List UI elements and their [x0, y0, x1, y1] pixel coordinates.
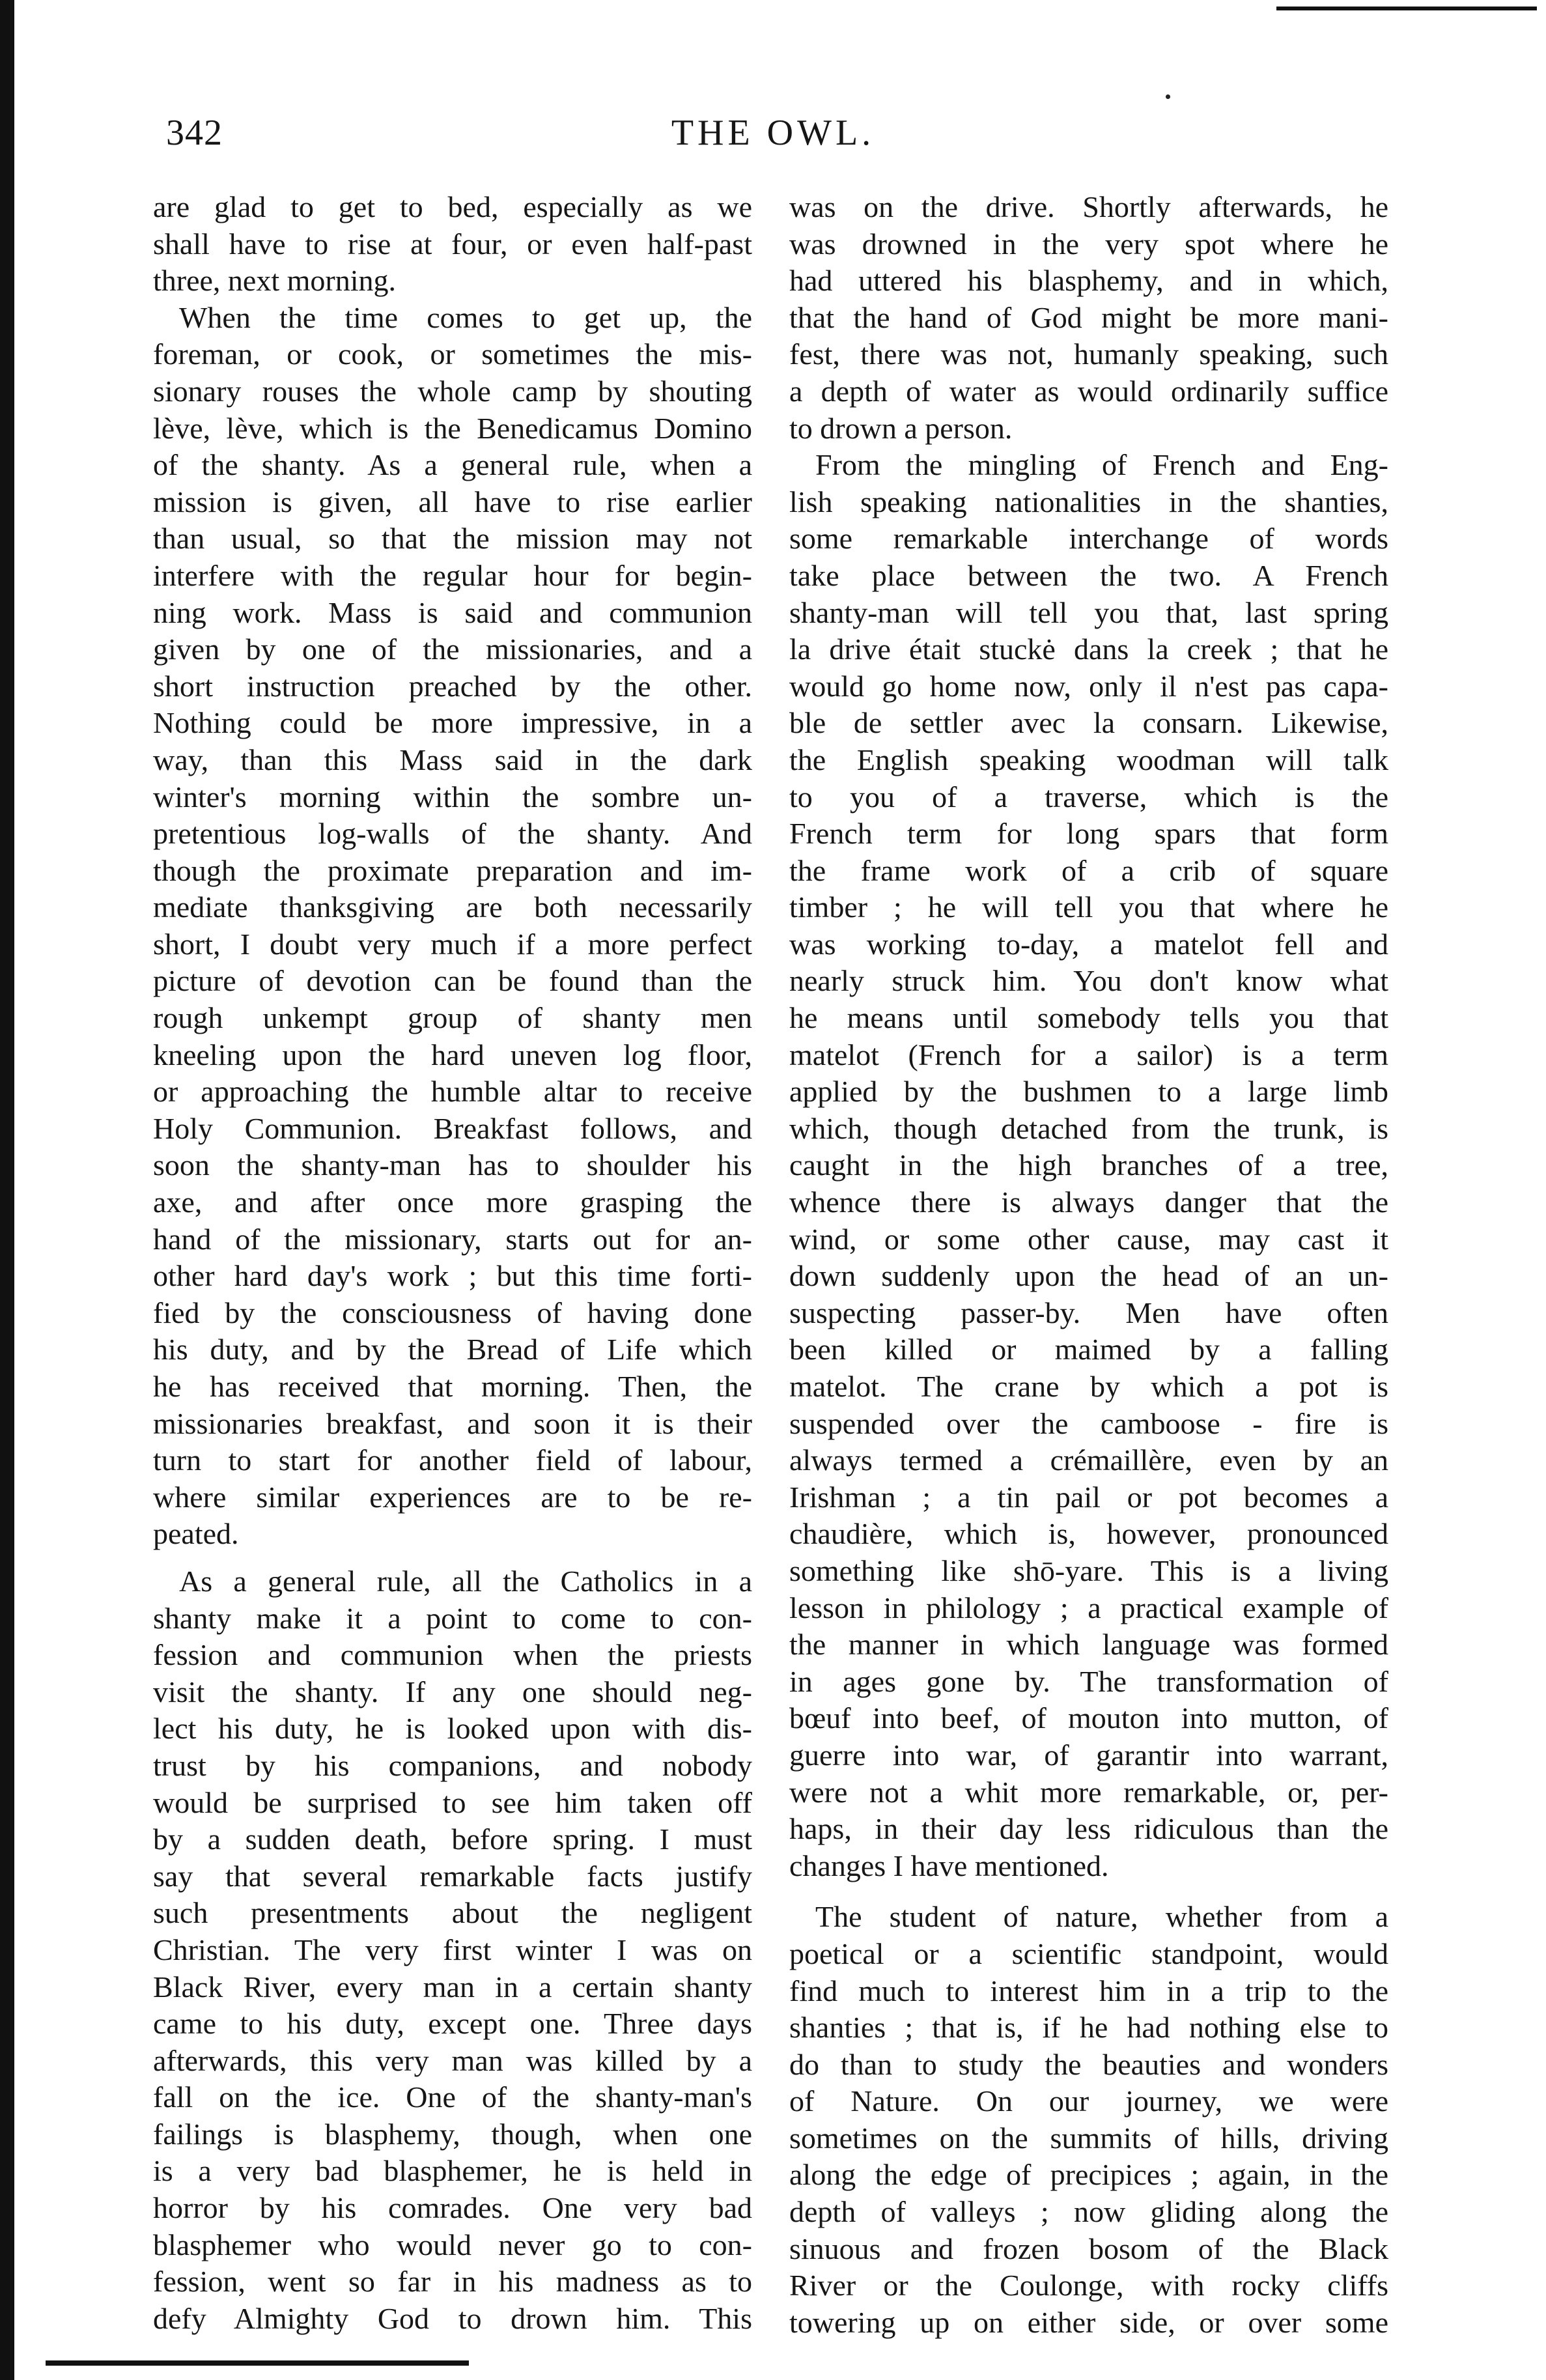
- text-line: a depth of water as would ordinarily suffice: [789, 374, 1388, 408]
- text-line: to you of a traverse, which is the: [789, 780, 1388, 814]
- text-line: in ages gone by. The transformation of: [789, 1664, 1388, 1698]
- text-line: fall on the ice. One of the shanty-man's: [153, 2080, 752, 2114]
- text-line: matelot. The crane by which a pot is: [789, 1370, 1388, 1403]
- scan-edge-bar: [0, 0, 14, 2380]
- text-line: or approaching the humble altar to receive: [153, 1075, 752, 1109]
- text-line: suspended over the camboose - fire is: [789, 1406, 1388, 1440]
- text-line: shanties ; that is, if he had nothing else to: [789, 2011, 1388, 2045]
- text-line: wind, or some other cause, may cast it: [789, 1222, 1388, 1256]
- text-line: take place between the two. A French: [789, 558, 1388, 592]
- text-line: something like shō-yare. This is a living: [789, 1553, 1388, 1587]
- text-line: fession and communion when the priests: [153, 1638, 752, 1672]
- text-line: was drowned in the very spot where he: [789, 227, 1388, 261]
- text-line: suspecting passer-by. Men have often: [789, 1296, 1388, 1329]
- text-line: bœuf into beef, of mouton into mutton, of: [789, 1701, 1388, 1735]
- text-line: ble de settler avec la consarn. Likewise,: [789, 706, 1388, 740]
- text-line: given by one of the missionaries, and a: [153, 632, 752, 666]
- page-header: [0, 112, 1546, 164]
- text-line: lish speaking nationalities in the shanties,: [789, 485, 1388, 518]
- text-line: shanty-man will tell you that, last spring: [789, 595, 1388, 629]
- text-line: rough unkempt group of shanty men: [153, 1001, 752, 1035]
- text-line: pretentious log-walls of the shanty. And: [153, 817, 752, 851]
- text-line: foreman, or cook, or sometimes the mis-: [153, 337, 752, 371]
- text-line: was working to-day, a matelot fell and: [789, 927, 1388, 961]
- text-line: poetical or a scientific standpoint, would: [789, 1936, 1388, 1970]
- text-line: blasphemer who would never go to con-: [153, 2228, 752, 2261]
- text-line: he means until somebody tells you that: [789, 1001, 1388, 1035]
- text-line: peated.: [153, 1517, 239, 1551]
- text-line: applied by the bushmen to a large limb: [789, 1075, 1388, 1109]
- text-line: depth of valleys ; now gliding along the: [789, 2195, 1388, 2229]
- text-line: soon the shanty-man has to shoulder his: [153, 1148, 752, 1182]
- text-line: mediate thanksgiving are both necessarily: [153, 890, 752, 924]
- text-line: matelot (French for a sailor) is a term: [789, 1038, 1388, 1071]
- text-line: The student of nature, whether from a: [815, 1900, 1388, 1934]
- text-line: mission is given, all have to rise earlier: [153, 485, 752, 518]
- text-line: failings is blasphemy, though, when one: [153, 2117, 752, 2151]
- text-line: the English speaking woodman will talk: [789, 743, 1388, 776]
- text-line: timber ; he will tell you that where he: [789, 890, 1388, 924]
- text-line: nearly struck him. You don't know what: [789, 964, 1388, 998]
- text-column-right: [789, 189, 1388, 2341]
- text-line: axe, and after once more grasping the: [153, 1185, 752, 1219]
- text-line: When the time comes to get up, the: [179, 300, 752, 334]
- text-line: whence there is always danger that the: [789, 1185, 1388, 1219]
- text-line: missionaries breakfast, and soon it is their: [153, 1406, 752, 1440]
- text-line: picture of devotion can be found than the: [153, 964, 752, 998]
- text-line: turn to start for another field of labour,: [153, 1443, 752, 1477]
- text-line: Christian. The very first winter I was on: [153, 1933, 752, 1966]
- text-line: trust by his companions, and nobody: [153, 1748, 752, 1782]
- text-line: changes I have mentioned.: [789, 1849, 1109, 1882]
- text-line: he has received that morning. Then, the: [153, 1370, 752, 1403]
- text-line: fied by the consciousness of having done: [153, 1296, 752, 1329]
- text-line: way, than this Mass said in the dark: [153, 743, 752, 776]
- text-line: sometimes on the summits of hills, driving: [789, 2121, 1388, 2155]
- text-line: short, I doubt very much if a more perfect: [153, 927, 752, 961]
- text-line: down suddenly upon the head of an un-: [789, 1259, 1388, 1293]
- text-line: been killed or maimed by a falling: [789, 1333, 1388, 1367]
- text-line: Black River, every man in a certain shanty: [153, 1970, 752, 2004]
- text-line: short instruction preached by the other.: [153, 669, 752, 703]
- text-line: From the mingling of French and Eng-: [815, 448, 1388, 482]
- text-line: had uttered his blasphemy, and in which,: [789, 264, 1388, 298]
- text-line: French term for long spars that form: [789, 817, 1388, 851]
- text-line: interfere with the regular hour for begin-: [153, 558, 752, 592]
- text-line: was on the drive. Shortly afterwards, he: [789, 190, 1388, 223]
- text-line: of Nature. On our journey, we were: [789, 2084, 1388, 2118]
- text-line: la drive était stuckė dans la creek ; that he: [789, 632, 1388, 666]
- text-line: shanty make it a point to come to con-: [153, 1601, 752, 1635]
- bottom-rule: [46, 2360, 469, 2366]
- ink-speck: [1166, 94, 1170, 99]
- text-line: always termed a crémaillère, even by an: [789, 1443, 1388, 1477]
- text-line: sionary rouses the whole camp by shouting: [153, 374, 752, 408]
- text-line: kneeling upon the hard uneven log floor,: [153, 1038, 752, 1071]
- text-line: shall have to rise at four, or even half-past: [153, 227, 752, 261]
- text-line: horror by his comrades. One very bad: [153, 2191, 752, 2225]
- text-line: Holy Communion. Breakfast follows, and: [153, 1111, 752, 1145]
- text-line: find much to interest him in a trip to the: [789, 1974, 1388, 2007]
- text-line: would be surprised to see him taken off: [153, 1785, 752, 1819]
- text-line: such presentments about the negligent: [153, 1896, 752, 1930]
- text-line: which, though detached from the trunk, is: [789, 1111, 1388, 1145]
- text-line: winter's morning within the sombre un-: [153, 780, 752, 814]
- text-line: towering up on either side, or over some: [789, 2305, 1388, 2339]
- text-line: afterwards, this very man was killed by a: [153, 2043, 752, 2077]
- text-line: came to his duty, except one. Three days: [153, 2007, 752, 2041]
- text-line: ning work. Mass is said and communion: [153, 595, 752, 629]
- text-line: fession, went so far in his madness as to: [153, 2265, 752, 2299]
- text-line: where similar experiences are to be re-: [153, 1480, 752, 1514]
- text-line: say that several remarkable facts justify: [153, 1859, 752, 1893]
- text-column-left: [153, 189, 752, 2337]
- text-line: guerre into war, of garantir into warrant,: [789, 1738, 1388, 1772]
- text-line: other hard day's work ; but this time forti-: [153, 1259, 752, 1293]
- text-line: were not a whit more remarkable, or, per-: [789, 1775, 1388, 1809]
- text-line: lève, lève, which is the Benedicamus Domino: [153, 411, 752, 445]
- text-line: than usual, so that the mission may not: [153, 522, 752, 556]
- text-line: along the edge of precipices ; again, in the: [789, 2158, 1388, 2192]
- text-line: are glad to get to bed, especially as we: [153, 190, 752, 223]
- text-line: visit the shanty. If any one should neg-: [153, 1675, 752, 1708]
- text-line: sinuous and frozen bosom of the Black: [789, 2231, 1388, 2265]
- text-line: though the proximate preparation and im-: [153, 853, 752, 887]
- running-head: THE OWL.: [671, 113, 875, 153]
- text-line: lesson in philology ; a practical example of: [789, 1591, 1388, 1624]
- text-line: haps, in their day less ridiculous than the: [789, 1812, 1388, 1846]
- text-line: three, next morning.: [153, 264, 397, 298]
- text-line: As a general rule, all the Catholics in a: [179, 1564, 752, 1598]
- text-line: Nothing could be more impressive, in a: [153, 706, 752, 740]
- text-line: some remarkable interchange of words: [789, 522, 1388, 556]
- text-line: chaudière, which is, however, pronounced: [789, 1517, 1388, 1551]
- text-line: the frame work of a crib of square: [789, 853, 1388, 887]
- text-line: by a sudden death, before spring. I must: [153, 1822, 752, 1856]
- text-line: hand of the missionary, starts out for an-: [153, 1222, 752, 1256]
- text-line: his duty, and by the Bread of Life which: [153, 1333, 752, 1367]
- page-number: 342: [166, 113, 223, 153]
- text-line: River or the Coulonge, with rocky cliffs: [789, 2269, 1388, 2302]
- text-line: lect his duty, he is looked upon with dis-: [153, 1712, 752, 1746]
- top-rule: [1276, 7, 1537, 10]
- text-line: caught in the high branches of a tree,: [789, 1148, 1388, 1182]
- text-line: that the hand of God might be more mani-: [789, 300, 1388, 334]
- text-line: of the shanty. As a general rule, when a: [153, 448, 752, 482]
- text-line: Irishman ; a tin pail or pot becomes a: [789, 1480, 1388, 1514]
- text-line: do than to study the beauties and wonders: [789, 2047, 1388, 2081]
- text-line: the manner in which language was formed: [789, 1628, 1388, 1662]
- text-line: is a very bad blasphemer, he is held in: [153, 2154, 752, 2188]
- text-line: fest, there was not, humanly speaking, such: [789, 337, 1388, 371]
- text-line: defy Almighty God to drown him. This: [153, 2301, 752, 2335]
- text-line: to drown a person.: [789, 411, 1013, 445]
- text-line: would go home now, only il n'est pas capa-: [789, 669, 1388, 703]
